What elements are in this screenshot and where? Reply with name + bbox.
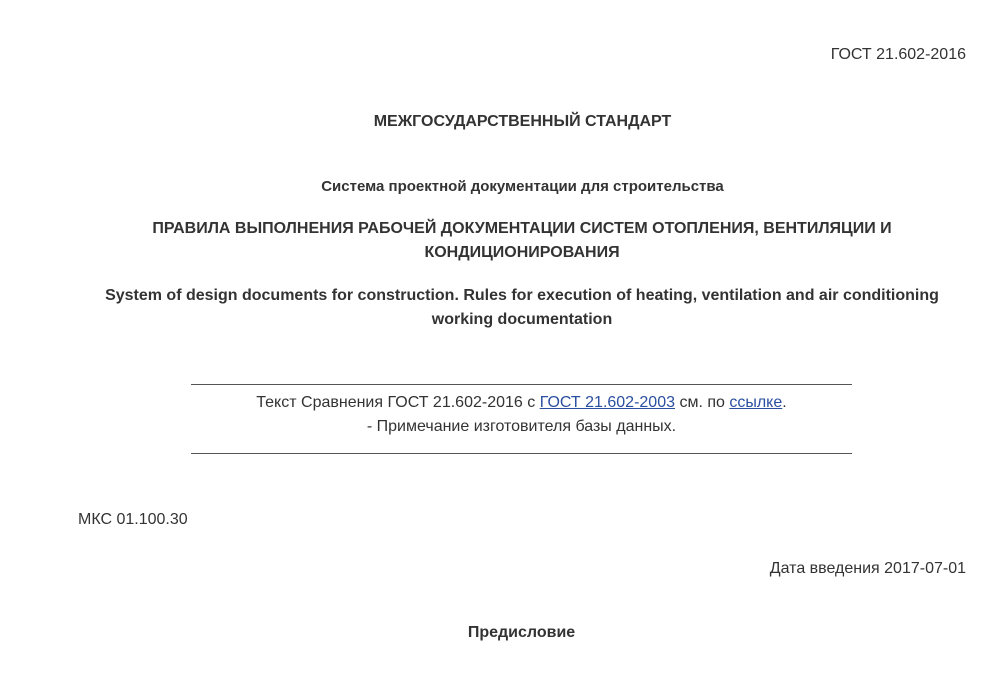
database-note <box>191 384 852 454</box>
note-line-1 <box>191 391 852 415</box>
note-prefix: Текст Сравнения ГОСТ 21.602-2016 с <box>256 394 540 411</box>
mks-code: МКС 01.100.30 <box>78 511 188 528</box>
title-english: System of design documents for construction. Rules for execution of heating, ventilation and air conditioning working documentation <box>105 287 939 328</box>
note-middle: см. по <box>675 394 730 411</box>
comparison-link[interactable]: ссылке <box>729 394 783 411</box>
standard-type-heading: МЕЖГОСУДАРСТВЕННЫЙ СТАНДАРТ <box>373 113 672 130</box>
series-title: Система проектной документации для строительства <box>321 178 724 195</box>
foreword-heading: Предисловие <box>467 624 576 641</box>
document-number: ГОСТ 21.602-2016 <box>830 46 966 63</box>
note-suffix: . <box>782 394 787 411</box>
title-russian: ПРАВИЛА ВЫПОЛНЕНИЯ РАБОЧЕЙ ДОКУМЕНТАЦИИ СИСТЕМ ОТОПЛЕНИЯ, ВЕНТИЛЯЦИИ И КОНДИЦИОНИРОВАНИЯ <box>152 220 892 261</box>
gost-2003-link[interactable]: ГОСТ 21.602-2003 <box>539 394 675 411</box>
note-line-2: - Примечание изготовителя базы данных. <box>366 418 677 435</box>
introduction-date: Дата введения 2017-07-01 <box>769 560 966 577</box>
